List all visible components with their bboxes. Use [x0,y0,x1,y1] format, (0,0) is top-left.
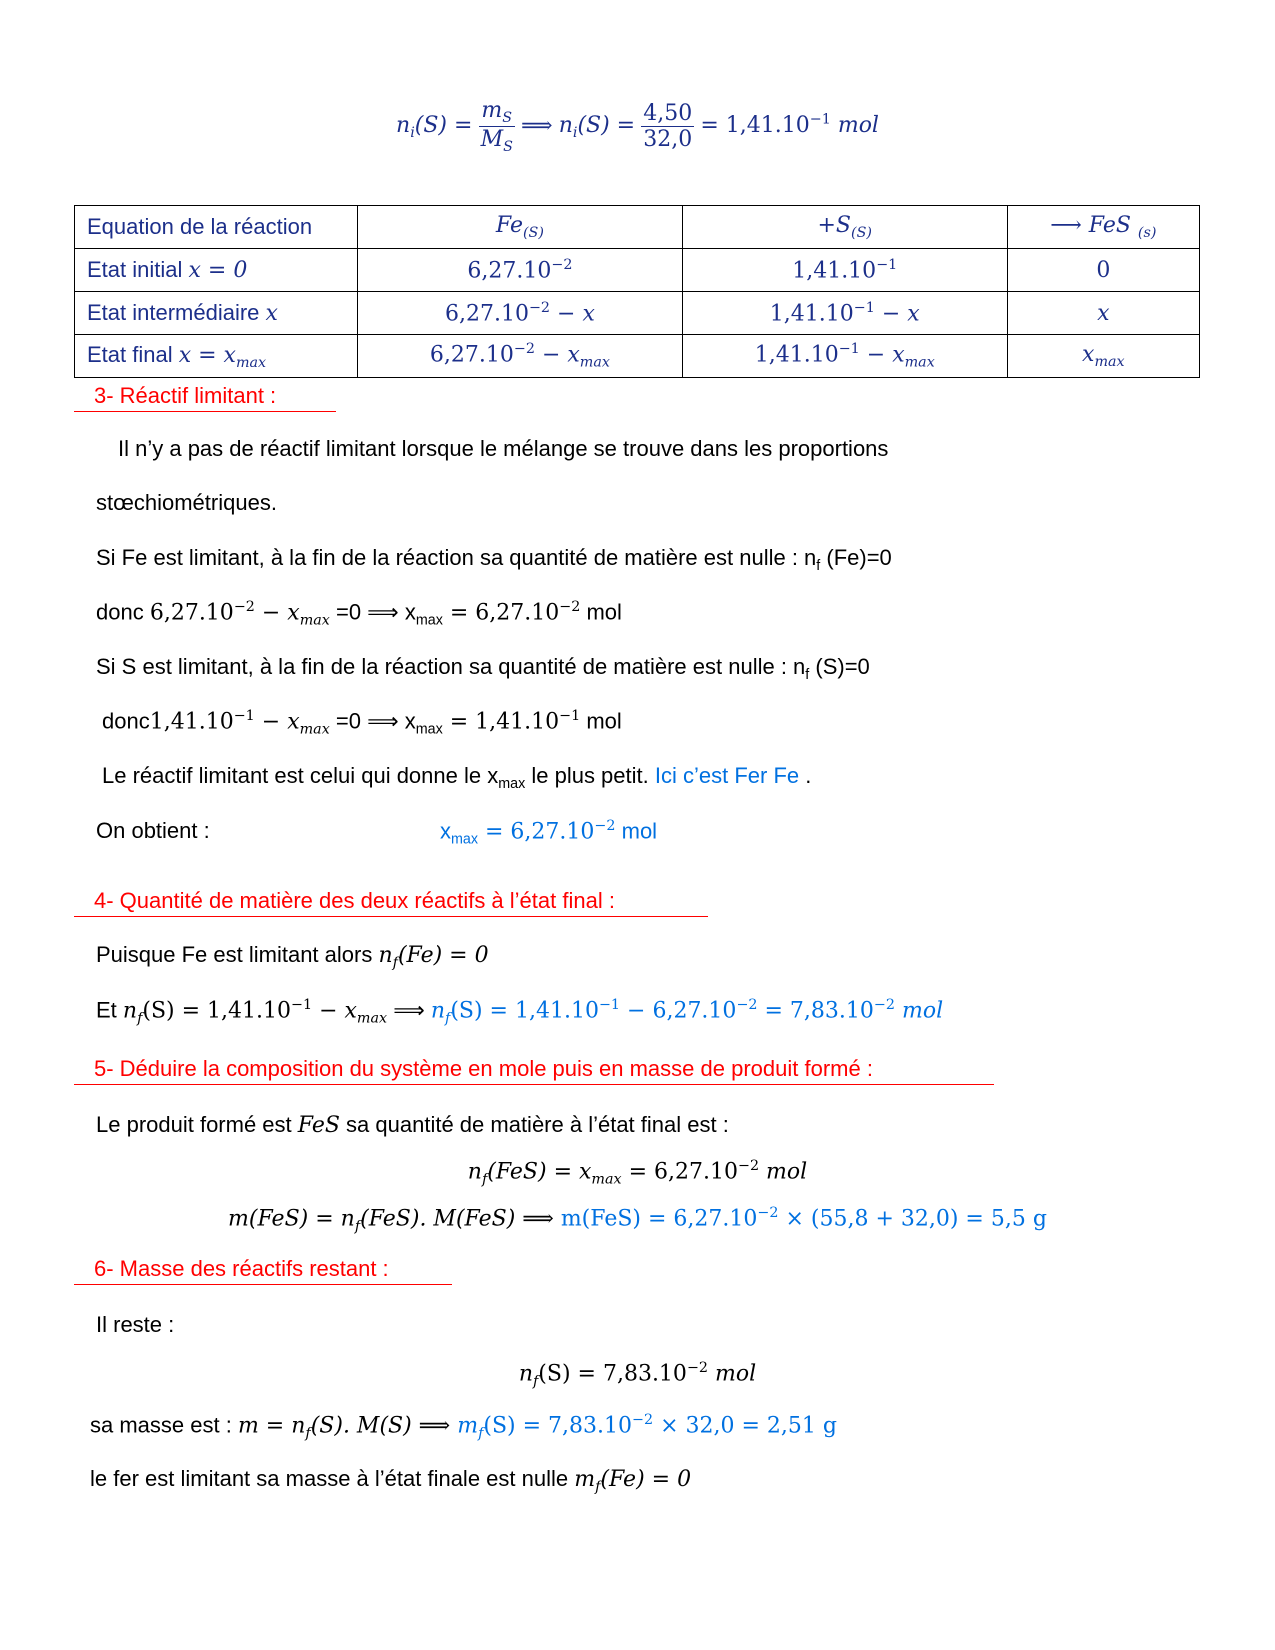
fraction-ms-over-Ms: $\frac{m_S}{M_S}$ [480,98,513,155]
table-row [75,335,1200,378]
sec6-paragraph-1: Il reste : [96,1312,175,1337]
sec3-paragraph-7: Le réactif limitant est celui qui donne le $x_{max}$ le plus petit. Ici c’est Fer Fe . [102,763,812,792]
fraction-values: $\frac{4,50}{32,0}$ [643,101,693,152]
table-header-label: Equation de la réaction [75,206,358,249]
sec3-paragraph-6: $donc1,41.10^{-1} - x_{max} =0$ ⟹ $x_{max} = 1,41.10^{-1}$ mol [102,708,622,738]
advancement-table [74,205,1200,378]
table-cell: $6,27.10^{-2}$ [358,249,683,292]
top-equation: $n_i(S)$ = $\frac{m_S}{M_S}$ ⟹ $n_i(S)$ = $\frac{4,50}{32,0}$ = $1,41.10^{-1}$ mol [396,98,879,155]
table-cell: $6,27.10^{-2} - x_{max}$ [358,335,683,378]
sec4-paragraph-1: Puisque Fe est limitant alors $n_f(Fe) = 0$ [96,942,489,971]
row-label: Etat final $x = x_{max}$ [75,335,358,378]
row-label: Etat initial x = 0 [75,249,358,292]
table-cell: x [1007,292,1199,335]
sec3-result-value: $x_{max} = 6,27.10^{-2}$ mol [440,818,658,848]
sec5-equation-2: $m(FeS) = n_f(FeS)$. M(FeS) ⟹ $m(FeS) = 6,27.10^{-2} \times (55,8 + 32,0) = 5,5$ g [228,1205,1047,1235]
table-cell: $1,41.10^{-1} - x$ [682,292,1007,335]
table-header-row [75,206,1200,249]
sec3-result-label: On obtient : [96,818,210,843]
sec3-paragraph-1: Il n’y a pas de réactif limitant lorsque le mélange se trouve dans les proportions [118,436,889,461]
table-row [75,249,1200,292]
sec6-equation: $n_f(S) = 7,83.10^{-2}$ mol [518,1360,757,1390]
table-header-s: $+S_{(S)}$ [682,206,1007,249]
row-label: Etat intermédiaire x [75,292,358,335]
sec4-paragraph-2: Et $n_f(S) = 1,41.10^{-1} - x_{max}$ ⟹ $n_f(S) = 1,41.10^{-1} - 6,27.10^{-2} = 7,83.10^{-2}$ mol [96,997,944,1027]
table-cell: 0 [1007,249,1199,292]
sec3-paragraph-2: stœchiométriques. [96,490,277,515]
section-5-heading: 5- Déduire la composition du système en mole puis en masse de produit formé : [74,1056,994,1085]
sec3-paragraph-5: Si S est limitant, à la fin de la réaction sa quantité de matière est nulle : $n_f$ (S)=0 [96,654,870,683]
table-cell: $1,41.10^{-1}$ [682,249,1007,292]
table-cell: $1,41.10^{-1} - x_{max}$ [682,335,1007,378]
table-cell: $x_{max}$ [1007,335,1199,378]
sec5-paragraph-1: Le produit formé est FeS sa quantité de matière à l’état final est : [96,1112,729,1138]
table-header-fe: $Fe_{(S)}$ [358,206,683,249]
sec3-paragraph-4: donc $6,27.10^{-2} - x_{max} =0$ ⟹ $x_{max} = 6,27.10^{-2}$ mol [96,599,622,629]
sec6-paragraph-3: le fer est limitant sa masse à l’état finale est nulle $m_f(Fe) = 0$ [90,1466,692,1495]
section-4-heading: 4- Quantité de matière des deux réactifs à l’état final : [74,888,708,917]
table-cell: $6,27.10^{-2} - x$ [358,292,683,335]
section-3-heading: 3- Réactif limitant : [74,383,336,412]
sec6-paragraph-2: sa masse est : $m = n_f(S)$. M(S) ⟹ $m_f(S) = 7,83.10^{-2} \times 32,0 = 2,51$ g [90,1412,837,1442]
sec5-equation-1: $n_f(FeS) = x_{max} = 6,27.10^{-2}$ mol [467,1158,808,1188]
table-row [75,292,1200,335]
sec3-paragraph-3: Si Fe est limitant, à la fin de la réaction sa quantité de matière est nulle : $n_f$ (Fe)=0 [96,545,892,574]
section-6-heading: 6- Masse des réactifs restant : [74,1256,452,1285]
table-header-fes: ⟶ FeS $_{(s)}$ [1007,206,1199,249]
